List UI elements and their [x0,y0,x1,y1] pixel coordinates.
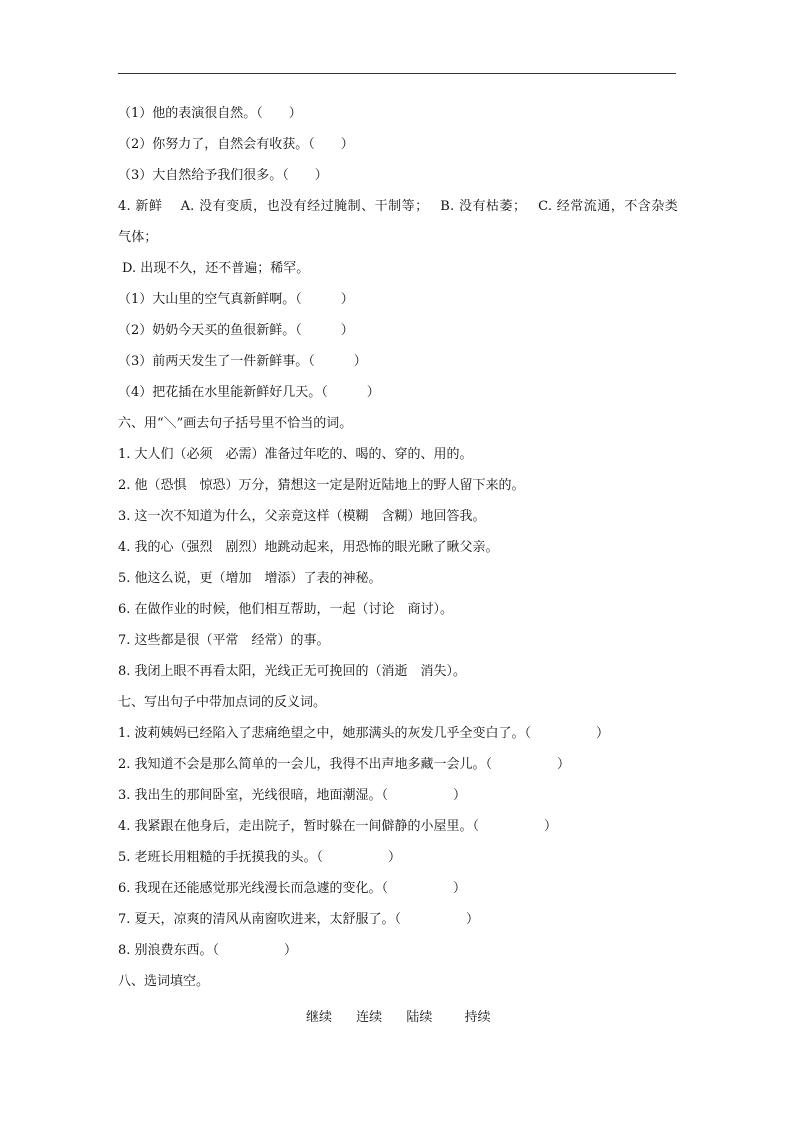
question-item: 7. 这些都是很（平常 经常）的事。 [118,633,330,648]
question-item: 1. 波莉姨妈已经陷入了悲痛绝望之中，她那满头的灰发几乎全变白了。（ ） [118,726,610,741]
question-item: 3. 我出生的那间卧室，光线很暗，地面潮湿。（ ） [118,788,467,803]
question-item: 4. 我紧跟在他身后，走出院子，暂时躲在一间僻静的小屋里。（ ） [118,819,558,834]
question-item: 7. 夏天，凉爽的清风从南窗吹进来，太舒服了。（ ） [118,912,480,927]
question-item: （3）大自然给予我们很多。（ ） [118,168,328,183]
word-bank-item: 连续 [356,1010,383,1025]
worksheet-content [118,98,678,997]
question-item: 1. 大人们（必须 必需）准备过年吃的、喝的、穿的、用的。 [118,447,473,462]
question-item: （2）你努力了，自然会有收获。（ ） [118,137,354,152]
question-item: 3. 这一次不知道为什么，父亲竟这样（模糊 含糊）地回答我。 [118,509,486,524]
word-bank-item: 陆续 [406,1010,433,1025]
question-item: 6. 在做作业的时候，他们相互帮助，一起（讨论 商讨）。 [118,602,454,617]
section-heading: 六、用“＼”画去句子括号里不恰当的词。 [118,416,353,431]
word-bank-item: 继续 [306,1010,333,1025]
question-item: 5. 他这么说，更（增加 增添）了表的神秘。 [118,571,382,586]
section-heading: 八、选词填空。 [118,974,210,989]
question-item: 8. 别浪费东西。（ ） [118,943,298,958]
question-item: 2. 他（恐惧 惊恐）万分，猜想这一定是附近陆地上的野人留下来的。 [118,478,525,493]
question-item: 5. 老班长用粗糙的手抚摸我的头。（ ） [118,850,402,865]
question-item: 8. 我闭上眼不再看太阳，光线正无可挽回的（消逝 消失）。 [118,664,467,679]
question-item: （1）大山里的空气真新鲜啊。（ ） [118,292,354,307]
question-definition-continued: D. 出现不久，还不普遍；稀罕。 [122,261,310,276]
question-definition: 4. 新鲜 A. 没有变质，也没有经过腌制、干制等； B. 没有枯萎； C. 经常流通，不含杂类气体； [118,199,678,245]
question-item: 4. 我的心（强烈 剧烈）地跳动起来，用恐怖的眼光瞅了瞅父亲。 [118,540,499,555]
question-item: （4）把花插在水里能新鲜好几天。（ ） [118,385,380,400]
question-item: 6. 我现在还能感觉那光线漫长而急遽的变化。（ ） [118,881,467,896]
question-item: 2. 我知道不会是那么简单的一会儿，我得不出声地多藏一会儿。（ ） [118,757,571,772]
section-heading: 七、写出句子中带加点词的反义词。 [118,695,327,710]
header-rule [118,73,676,74]
word-bank [306,1002,490,1033]
question-item: （3）前两天发生了一件新鲜事。（ ） [118,354,367,369]
question-item: （2）奶奶今天买的鱼很新鲜。（ ） [118,323,354,338]
question-item: （1）他的表演很自然。（ ） [118,106,302,121]
word-bank-item: 持续 [464,1010,491,1025]
